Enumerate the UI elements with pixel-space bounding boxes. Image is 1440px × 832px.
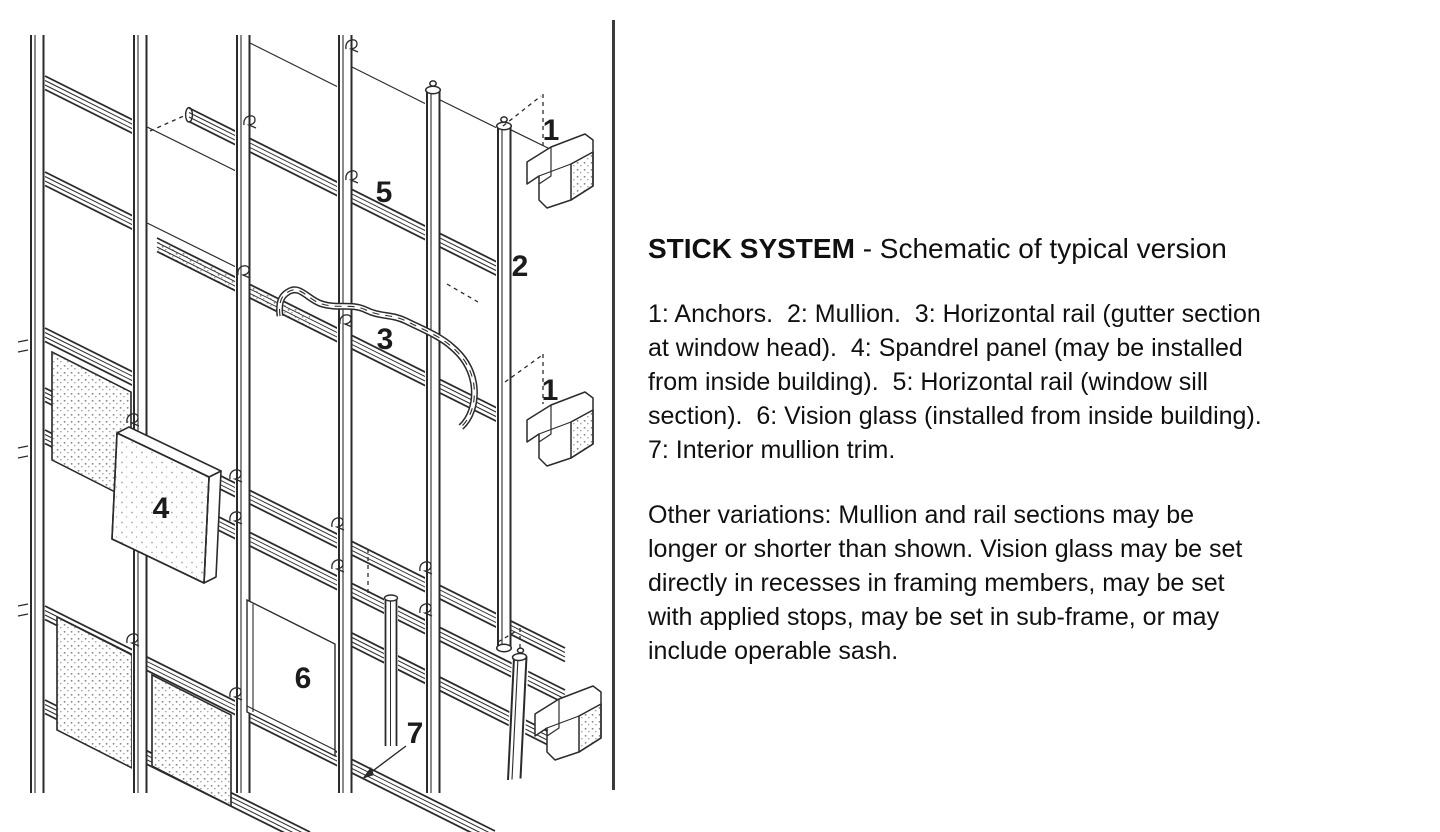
variations-line: directly in recesses in framing members, may be set [648, 569, 1225, 597]
vertical-divider-rule [612, 20, 615, 790]
figure-title-term: STICK SYSTEM [648, 233, 855, 264]
part-label-6: 6 [294, 662, 312, 695]
part-label-4: 4 [152, 492, 170, 525]
legend-line: 1: Anchors. 2: Mullion. 3: Horizontal rail (gutter section [648, 300, 1261, 328]
legend-paragraph [648, 297, 1430, 467]
part-label-7: 7 [406, 717, 424, 750]
legend-line: section). 6: Vision glass (installed from inside building). [648, 402, 1262, 430]
drawing-area [0, 0, 620, 832]
variations-line: with applied stops, may be set in sub-frame, or may [648, 603, 1220, 631]
figure-title [648, 232, 1430, 266]
variations-line: include operable sash. [648, 637, 899, 665]
variations-paragraph [648, 498, 1430, 668]
part-label-1: 1 [541, 374, 559, 407]
part-label-1: 1 [542, 114, 560, 147]
legend-line: from inside building). 5: Horizontal rail (window sill [648, 368, 1208, 396]
labels-layer [0, 0, 620, 832]
part-label-3: 3 [376, 323, 394, 356]
variations-line: longer or shorter than shown. Vision glass may be set [648, 535, 1243, 563]
figure-title-subtitle: - Schematic of typical version [854, 233, 1227, 264]
part-label-5: 5 [375, 176, 393, 209]
part-label-2: 2 [511, 250, 529, 283]
legend-line: at window head). 4: Spandrel panel (may be installed [648, 334, 1243, 362]
description-panel [648, 232, 1430, 668]
variations-line: Other variations: Mullion and rail sections may be [648, 501, 1195, 529]
legend-line: 7: Interior mullion trim. [648, 436, 896, 464]
